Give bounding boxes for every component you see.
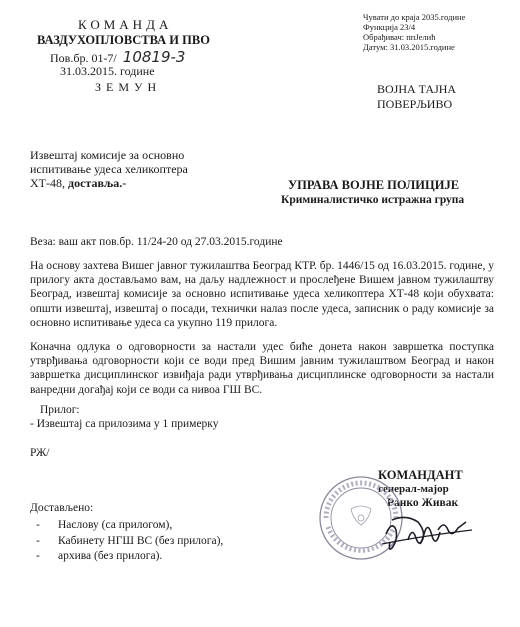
org-name-line1: КОМАНДА	[78, 17, 173, 32]
signatory-rank: генерал-мајор	[378, 483, 449, 495]
reference-prefix: Пов.бр. 01-7/	[50, 51, 117, 65]
distribution-item: - Наслову (са прилогом),	[36, 519, 173, 531]
reference-number-handwritten: 10819-3	[122, 48, 186, 66]
classification-line-2: ПОВЕРЉИВО	[377, 97, 453, 111]
distribution-item: - архива (без прилога).	[36, 550, 163, 562]
retention-notes	[363, 12, 465, 52]
reference-line: Веза: ваш акт пов.бр. 11/24-20 од 27.03.2015.године	[30, 236, 283, 248]
subject	[30, 148, 188, 190]
retention-line-1: Чувати до краја 2035.године	[363, 12, 466, 22]
attachment-item: - Извештај са прилозима у 1 примерку	[30, 418, 219, 430]
city: З Е М У Н	[95, 80, 158, 94]
subject-line-2: испитивање удеса хеликоптера	[30, 162, 188, 176]
author-initials: РЖ/	[30, 447, 50, 459]
retention-line-4: Датум: 31.03.2015.године	[363, 42, 455, 52]
handwritten-signature	[378, 500, 488, 560]
subject-line-1: Извештај комисије за основно	[30, 148, 185, 162]
body-paragraph-1: На основу захтева Вишег јавног тужилаштва Београд КТР. бр. 1446/15 од 16.03.2015. године, у прилогу акта достављамо вам, на даљу надлежност и прослеђене Вишем јавном тужилаштву Београд, извештај комисије за основно испитивање удеса хеликоптера ХТ-48 који обухвата: општи извештај, извештај о посади, технички налаз после удеса, записник о раду комисије за основно испитивање удеса са укупно 119 прилога.	[30, 260, 494, 329]
recipient-line-2: Криминалистичко истражна група	[281, 194, 465, 206]
recipient-line-1: УПРАВА ВОЈНЕ ПОЛИЦИЈЕ	[288, 178, 460, 192]
retention-line-2: Функција 23/4	[363, 22, 416, 32]
distribution-item: - Кабинету НГШ ВС (без прилога),	[36, 534, 224, 547]
retention-line-3: Обрађивач: ппЈелић	[363, 32, 436, 42]
classification-line-1: ВОЈНА ТАЈНА	[377, 82, 457, 96]
distribution-list	[36, 518, 223, 565]
attachment-heading: Прилог:	[40, 404, 80, 416]
subject-action: доставља.-	[68, 176, 127, 190]
body-paragraph-2: Коначна одлука о одговорности за настали удес биће донета након завршетка поступка утврђивања одговорности који се води пред Вишим јавним тужилаштвом Београд и након завршетка дисциплинског извиђаја ради утврђивања дисциплинске одговорности за настали ванредни догађај који се води са нивоа ГШ ВС.	[30, 341, 494, 396]
org-name-line2: ВАЗДУХОПЛОВСТВА И ПВО	[37, 33, 210, 47]
signatory-title: КОМАНДАНТ	[378, 468, 463, 482]
document-date: 31.03.2015. године	[60, 64, 155, 78]
signatory-name: Ранко Живак	[387, 497, 459, 509]
distribution-heading: Достављено:	[30, 502, 94, 514]
subject-line-3: ХТ-48,	[30, 176, 68, 190]
